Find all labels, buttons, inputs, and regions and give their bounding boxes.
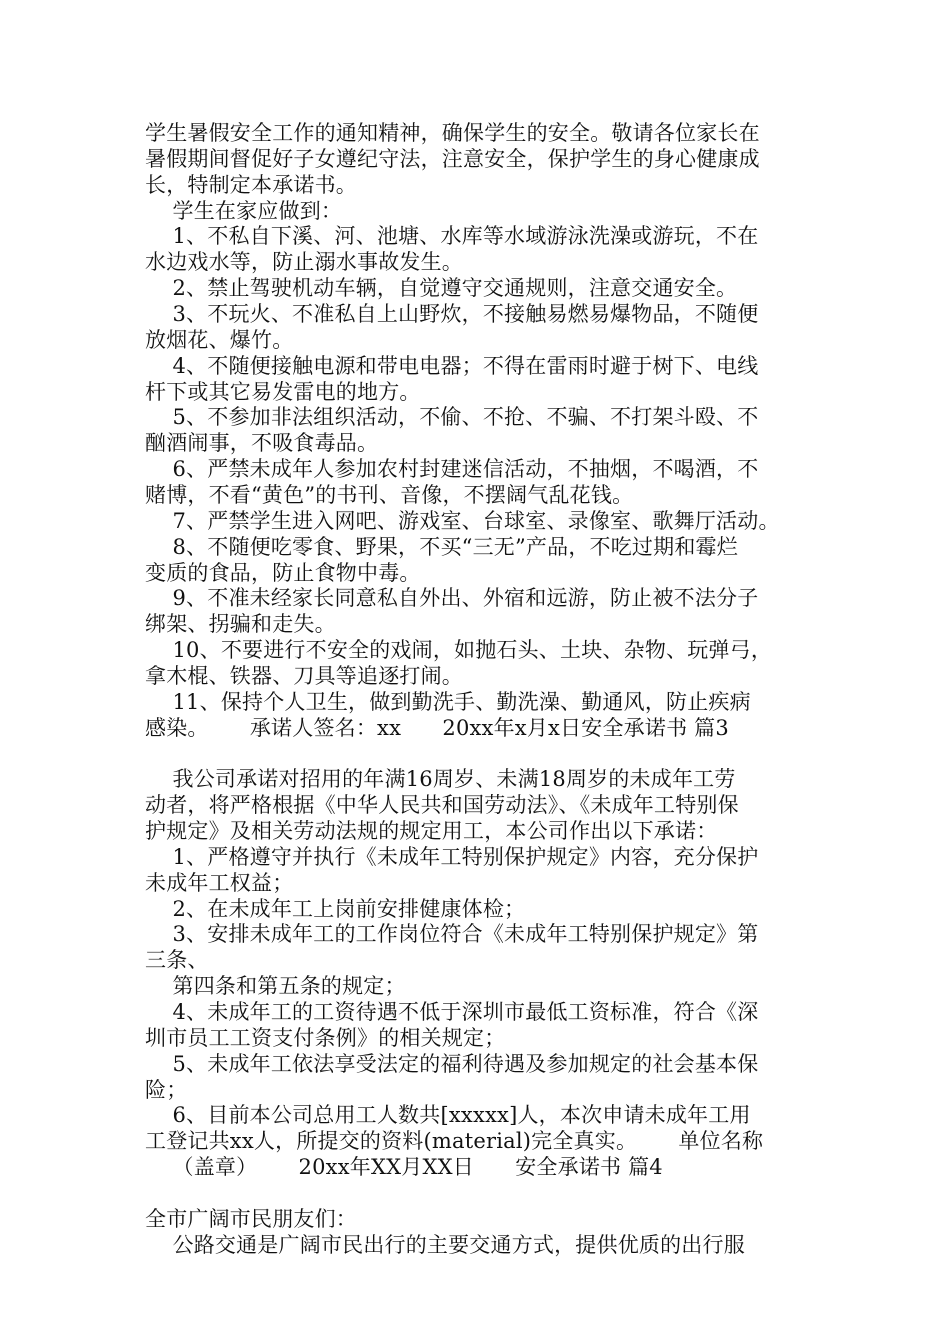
text-line: 拿木棍、铁器、刀具等追逐打闹。 [145, 663, 463, 688]
text-line: 4、未成年工的工资待遇不低于深圳市最低工资标准，符合《深 [145, 999, 759, 1024]
text-line: 3、不玩火、不准私自上山野炊，不接触易燃易爆物品，不随便 [145, 302, 759, 326]
text-line: 暑假期间督促好子女遵纪守法，注意安全，保护学生的身心健康成 [145, 146, 760, 171]
text-line: 1、严格遵守并执行《未成年工特别保护规定》内容，充分保护 [145, 844, 759, 869]
text-line: 绑架、拐骗和走失。 [145, 612, 336, 637]
text-line: 公路交通是广阔市民出行的主要交通方式，提供优质的出行服 [145, 1232, 745, 1257]
text-line: 第四条和第五条的规定； [145, 974, 406, 999]
text-line: 杆下或其它易发雷电的地方。 [145, 379, 421, 404]
text-line: 6、严禁未成年人参加农村封建迷信活动，不抽烟，不喝酒，不 [145, 457, 759, 482]
text-line: 1、不私自下溪、河、池塘、水库等水域游泳洗澡或游玩，不在 [145, 224, 759, 249]
text-line: 感染。 承诺人签名：xx 20xx年x月x日安全承诺书 篇3 [145, 715, 729, 740]
text-line: 6、目前本公司总用工人数共[xxxxx]人，本次申请未成年工用 [145, 1103, 751, 1128]
text-line: 4、不随便接触电源和带电电器；不得在雷雨时避于树下、电线 [145, 353, 759, 378]
text-line: 长，特制定本承诺书。 [145, 172, 357, 197]
text-line: 5、未成年工依法享受法定的福利待遇及参加规定的社会基本保 [145, 1051, 759, 1076]
text-line: 2、禁止驾驶机动车辆，自觉遵守交通规则，注意交通安全。 [145, 276, 738, 301]
text-line: 8、不随便吃零食、野果，不买“三无”产品，不吃过期和霉烂 [145, 534, 738, 559]
text-line: 7、严禁学生进入网吧、游戏室、台球室、录像室、歌舞厅活动。 [145, 508, 780, 533]
text-line: 全市广阔市民朋友们： [145, 1206, 357, 1231]
text-line: 9、不准未经家长同意私自外出、外宿和远游，防止被不法分子 [145, 586, 759, 611]
text-line: 11、保持个人卫生，做到勤洗手、勤洗澡、勤通风，防止疾病 [145, 689, 751, 714]
text-line: 2、在未成年工上岗前安排健康体检； [145, 896, 526, 921]
text-line: 动者，将严格根据《中华人民共和国劳动法》、《未成年工特别保 [145, 793, 739, 818]
text-line: （盖章） 20xx年XX月XX日 安全承诺书 篇4 [145, 1155, 663, 1179]
text-line: 工登记共xx人，所提交的资料(material)完全真实。 单位名称 [145, 1129, 764, 1154]
text-line: 10、不要进行不安全的戏闹，如抛石头、土块、杂物、玩弹弓， [145, 638, 773, 662]
text-line: 5、不参加非法组织活动，不偷、不抢、不骗、不打架斗殴、不 [145, 405, 759, 430]
text-line: 未成年工权益； [145, 870, 294, 895]
text-line: 学生在家应做到： [145, 198, 343, 223]
text-line: 变质的食品，防止食物中毒。 [145, 560, 421, 585]
text-line: 护规定》及相关劳动法规的规定用工，本公司作出以下承诺： [145, 819, 718, 843]
text-line: 三条、 [145, 948, 209, 973]
text-line: 险； [145, 1077, 188, 1102]
text-line: 水边戏水等，防止溺水事故发生。 [145, 250, 463, 275]
text-line: 我公司承诺对招用的年满16周岁、未满18周岁的未成年工劳 [145, 767, 736, 792]
text-line: 圳市员工工资支付条例》的相关规定； [145, 1025, 506, 1050]
text-line: 学生暑假安全工作的通知精神，确保学生的安全。敬请各位家长在 [145, 121, 760, 145]
text-line: 3、安排未成年工的工作岗位符合《未成年工特别保护规定》第 [145, 922, 759, 947]
text-line: 赌博，不看“黄色”的书刊、音像，不摆阔气乱花钱。 [145, 482, 634, 507]
text-line: 放烟花、爆竹。 [145, 327, 294, 352]
text-line: 酗酒闹事，不吸食毒品。 [145, 431, 379, 456]
